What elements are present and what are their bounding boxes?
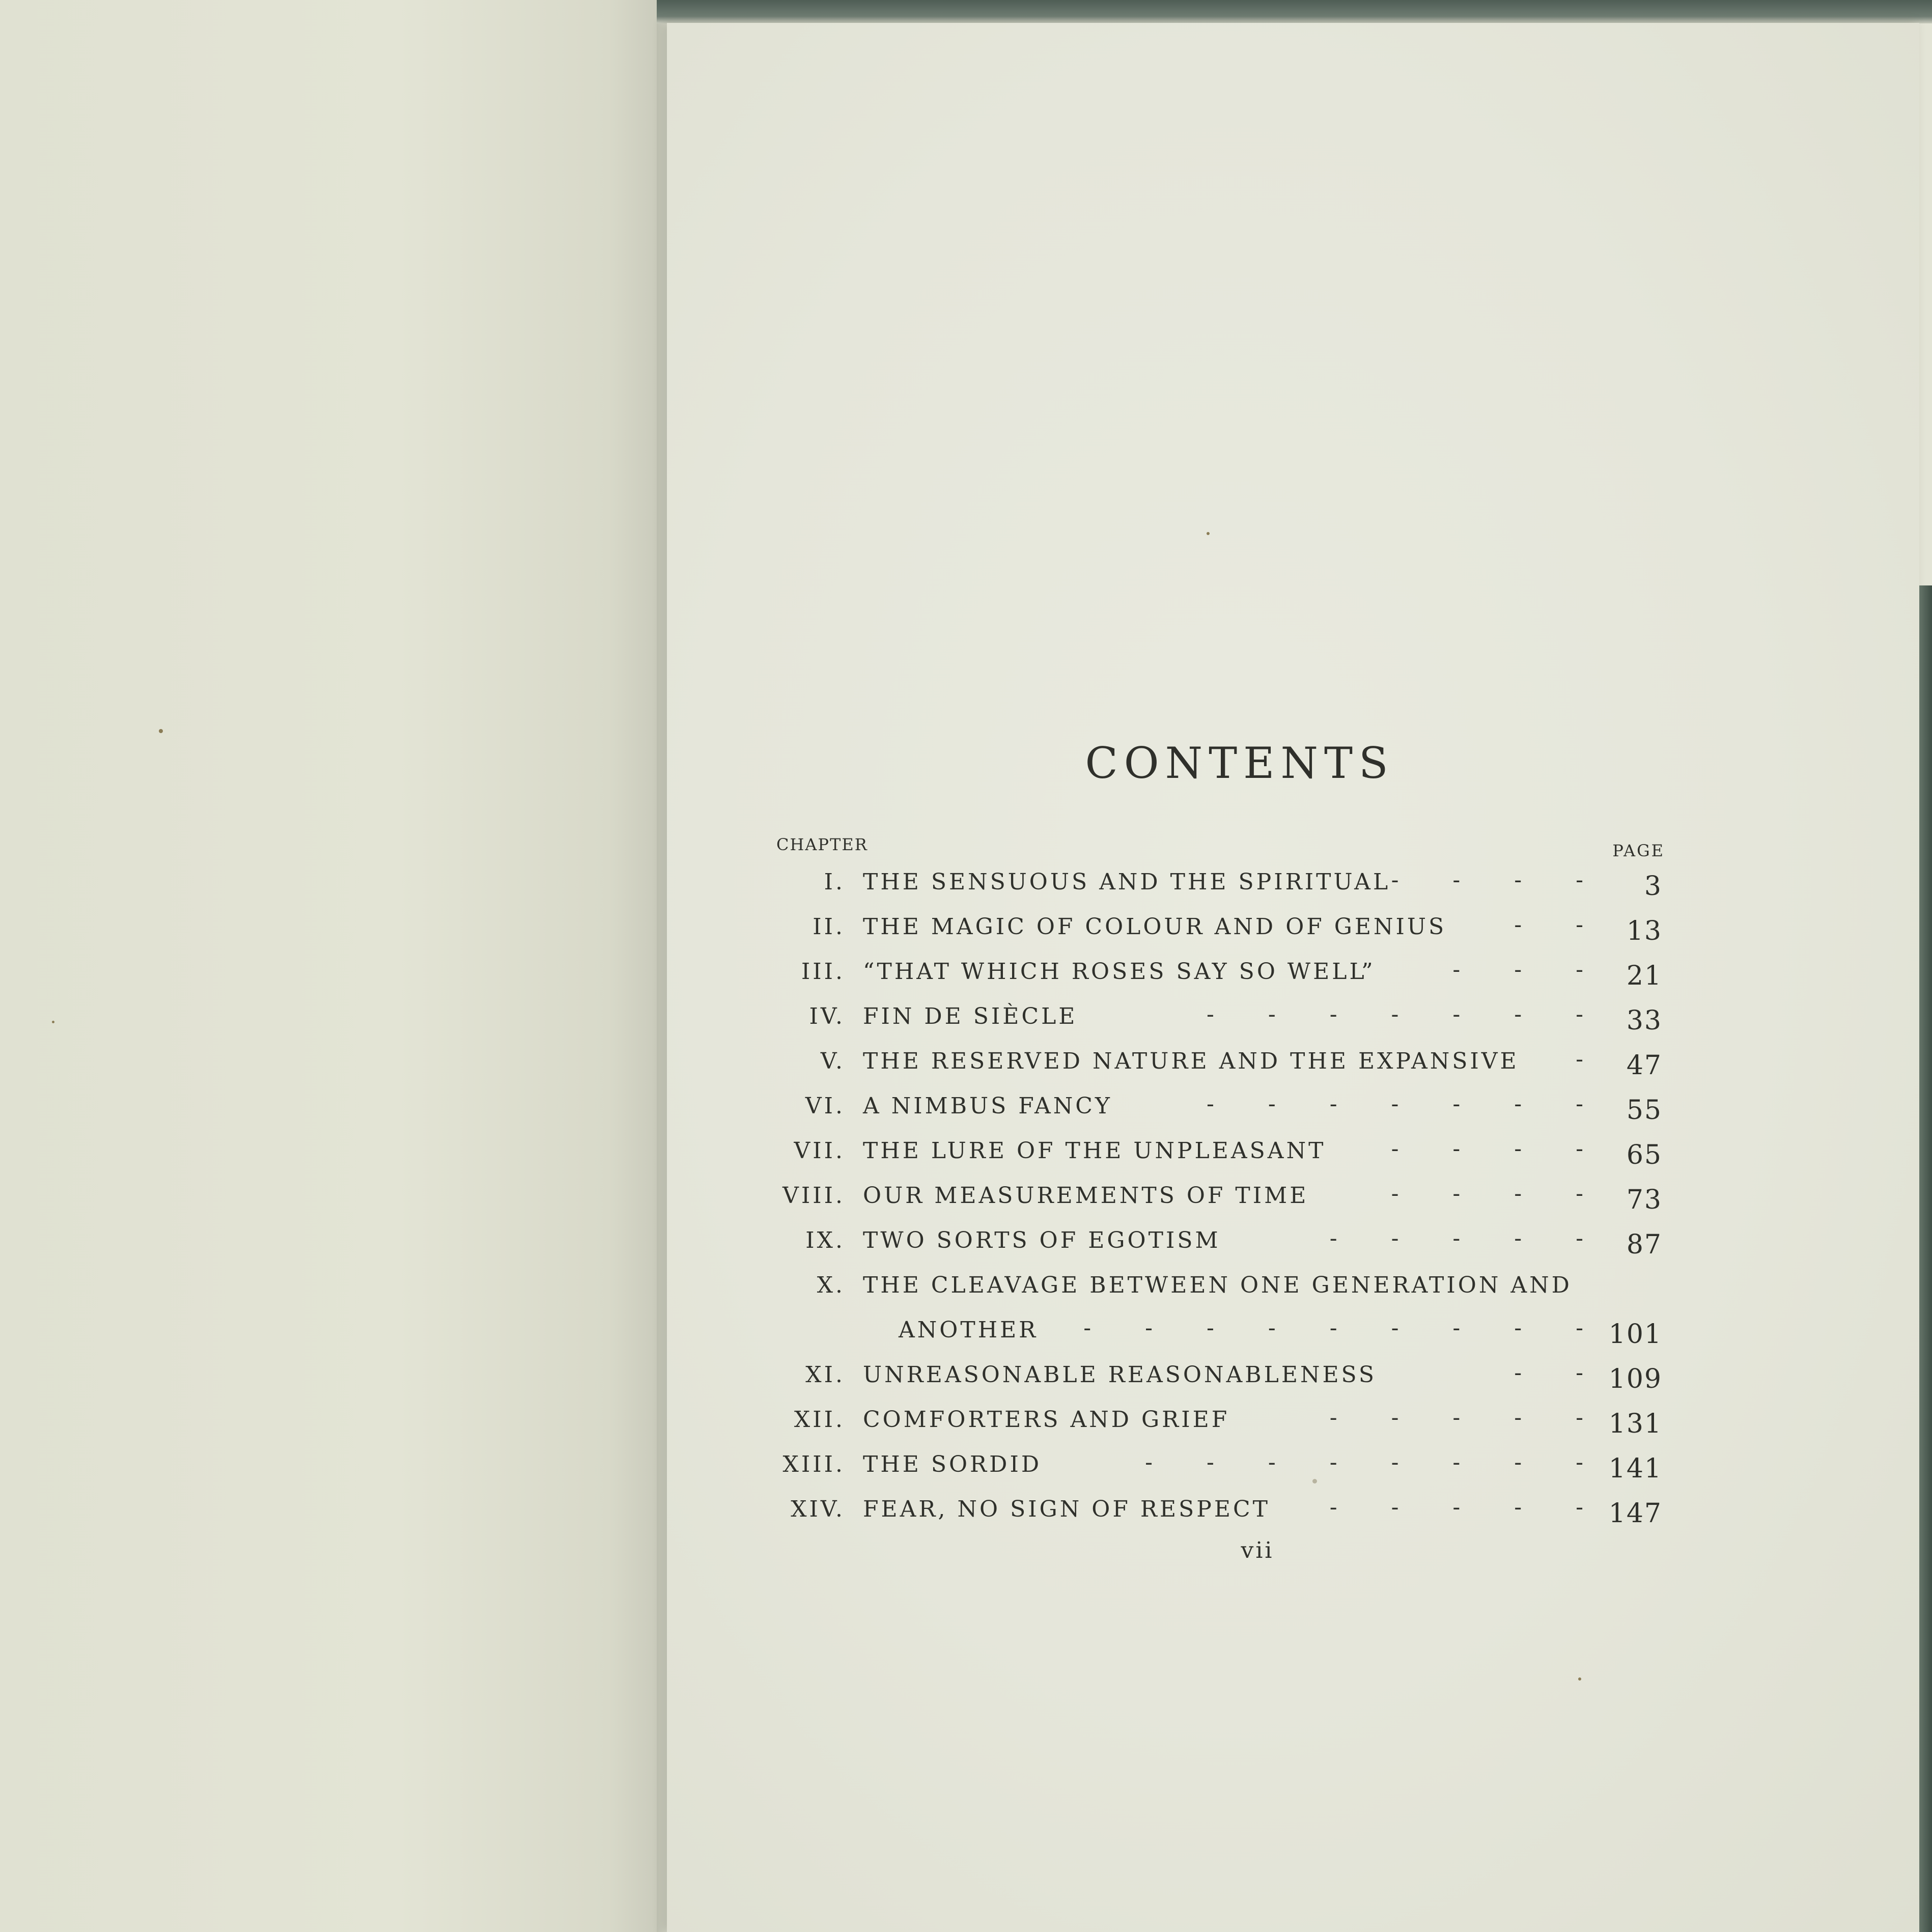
chapter-number: I. bbox=[824, 869, 845, 895]
dot-leader: - - - - - - - bbox=[1207, 1001, 1583, 1027]
left-blank-page bbox=[0, 0, 662, 1932]
chapter-number: VI. bbox=[805, 1093, 845, 1119]
page-number: 131 bbox=[1608, 1409, 1662, 1439]
page-number: 109 bbox=[1608, 1364, 1662, 1394]
chapter-title: A NIMBUS FANCY bbox=[863, 1093, 1112, 1119]
chapter-title: THE LURE OF THE UNPLEASANT bbox=[863, 1138, 1326, 1164]
chapter-number: X. bbox=[817, 1272, 845, 1298]
chapter-number: II. bbox=[813, 914, 845, 940]
dot-leader: - - bbox=[1514, 912, 1583, 938]
page-folio: vii bbox=[1241, 1537, 1274, 1563]
toc-entry bbox=[764, 947, 1660, 992]
toc-entry bbox=[764, 1171, 1660, 1216]
toc-entry bbox=[764, 1082, 1660, 1127]
toc-entry bbox=[764, 1395, 1660, 1440]
chapter-number: III. bbox=[801, 959, 845, 985]
chapter-title: THE RESERVED NATURE AND THE EXPANSIVE bbox=[863, 1048, 1519, 1074]
toc-entry bbox=[764, 1261, 1660, 1306]
chapter-title: THE CLEAVAGE BETWEEN ONE GENERATION AND bbox=[863, 1272, 1572, 1298]
contents-entries bbox=[764, 858, 1660, 1530]
chapter-number: XIII. bbox=[782, 1451, 845, 1477]
page-number: 65 bbox=[1626, 1140, 1662, 1170]
chapter-number: V. bbox=[820, 1048, 845, 1074]
toc-entry bbox=[764, 1485, 1660, 1530]
cover-board-top-edge bbox=[657, 0, 1932, 23]
page-number: 147 bbox=[1608, 1498, 1662, 1529]
toc-entry bbox=[764, 1216, 1660, 1261]
chapter-title: UNREASONABLE REASONABLENESS bbox=[863, 1362, 1377, 1388]
page-number: 73 bbox=[1626, 1185, 1662, 1215]
chapter-number: VIII. bbox=[782, 1183, 845, 1209]
toc-entry bbox=[764, 903, 1660, 947]
chapter-title: TWO SORTS OF EGOTISM bbox=[863, 1227, 1221, 1253]
page-number: 3 bbox=[1644, 871, 1662, 902]
cover-board-right-edge bbox=[1918, 585, 1932, 1932]
page-number: 47 bbox=[1626, 1050, 1662, 1081]
dot-leader: - - bbox=[1514, 1360, 1583, 1386]
dot-leader: - - - - - - - - - bbox=[1083, 1315, 1583, 1341]
chapter-number: VII. bbox=[794, 1138, 845, 1164]
chapter-title: THE SENSUOUS AND THE SPIRITUAL bbox=[863, 869, 1391, 895]
paper-speck bbox=[159, 729, 163, 733]
dot-leader: - - - - - - - - bbox=[1145, 1449, 1583, 1475]
chapter-column-header: CHAPTER bbox=[776, 835, 868, 854]
page-number: 141 bbox=[1608, 1453, 1662, 1484]
chapter-title: FEAR, NO SIGN OF RESPECT bbox=[863, 1496, 1270, 1522]
chapter-title: OUR MEASUREMENTS OF TIME bbox=[863, 1183, 1309, 1209]
chapter-number: IV. bbox=[809, 1003, 845, 1029]
page-number: 13 bbox=[1626, 916, 1662, 946]
dot-leader: - - - bbox=[1452, 957, 1583, 983]
chapter-number: XI. bbox=[805, 1362, 845, 1388]
toc-entry bbox=[764, 1440, 1660, 1485]
dot-leader: - - - - - bbox=[1329, 1405, 1583, 1431]
toc-entry bbox=[764, 992, 1660, 1037]
chapter-title: “THAT WHICH ROSES SAY SO WELL” bbox=[863, 959, 1376, 985]
chapter-number: XII. bbox=[794, 1407, 845, 1433]
chapter-number: XIV. bbox=[791, 1496, 845, 1522]
chapter-title: THE SORDID bbox=[863, 1451, 1042, 1477]
page-number: 55 bbox=[1626, 1095, 1662, 1126]
chapter-title: THE MAGIC OF COLOUR AND OF GENIUS bbox=[863, 914, 1447, 940]
toc-entry bbox=[764, 1037, 1660, 1082]
chapter-title: ANOTHER bbox=[899, 1317, 1039, 1343]
dot-leader: - - - - - bbox=[1329, 1225, 1583, 1251]
page-number: 21 bbox=[1626, 961, 1662, 991]
page-column-header: PAGE bbox=[1612, 841, 1665, 860]
dot-leader: - - - - bbox=[1391, 867, 1583, 893]
dot-leader: - - - - - bbox=[1329, 1494, 1583, 1520]
chapter-title: FIN DE SIÈCLE bbox=[863, 1003, 1078, 1029]
toc-entry bbox=[764, 1351, 1660, 1395]
page-number: 33 bbox=[1626, 1005, 1662, 1036]
toc-entry bbox=[764, 1127, 1660, 1171]
page-number: 101 bbox=[1608, 1319, 1662, 1350]
dot-leader: - - - - bbox=[1391, 1136, 1583, 1162]
page-number: 87 bbox=[1626, 1229, 1662, 1260]
paper-speck bbox=[1578, 1677, 1581, 1681]
contents-heading: CONTENTS bbox=[1085, 738, 1394, 788]
toc-entry-continuation bbox=[764, 1306, 1660, 1351]
chapter-number: IX. bbox=[805, 1227, 845, 1253]
toc-entry bbox=[764, 858, 1660, 903]
dot-leader: - - - - bbox=[1391, 1181, 1583, 1207]
dot-leader: - - - - - - - bbox=[1207, 1091, 1583, 1117]
paper-speck bbox=[1207, 532, 1210, 535]
dot-leader: - bbox=[1576, 1046, 1583, 1072]
paper-speck bbox=[52, 1021, 54, 1023]
chapter-title: COMFORTERS AND GRIEF bbox=[863, 1407, 1230, 1433]
